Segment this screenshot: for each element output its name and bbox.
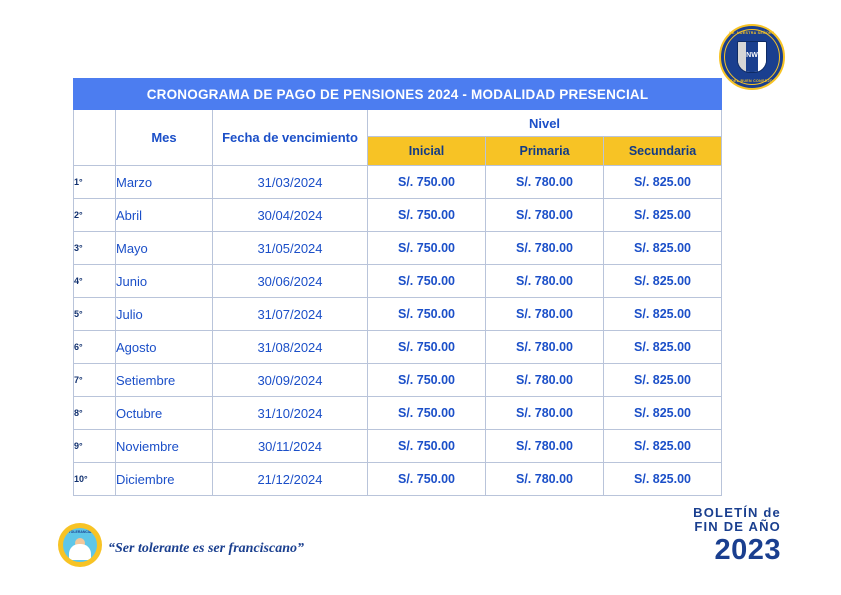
- cell-mes: Marzo: [116, 166, 213, 199]
- boletin-year: 2023: [714, 533, 781, 566]
- crest-shield-letters: NW: [746, 52, 758, 59]
- cell-index: 3°: [74, 232, 116, 265]
- cell-secundaria: S/. 825.00: [604, 232, 722, 265]
- header-fecha-vencimiento: Fecha de vencimiento: [213, 110, 368, 166]
- boletin-line-1: BOLETÍN de: [693, 505, 781, 521]
- cell-secundaria: S/. 825.00: [604, 298, 722, 331]
- cell-inicial: S/. 750.00: [368, 232, 486, 265]
- cell-secundaria: S/. 825.00: [604, 397, 722, 430]
- header-inicial: Inicial: [368, 137, 486, 166]
- cell-inicial: S/. 750.00: [368, 265, 486, 298]
- cell-secundaria: S/. 825.00: [604, 331, 722, 364]
- cell-index: 6°: [74, 331, 116, 364]
- cell-index: 8°: [74, 397, 116, 430]
- table-row: [74, 331, 722, 364]
- cell-index: 2°: [74, 199, 116, 232]
- cell-inicial: S/. 750.00: [368, 166, 486, 199]
- cell-fecha: 30/09/2024: [213, 364, 368, 397]
- cell-fecha: 31/08/2024: [213, 331, 368, 364]
- payment-schedule-table: [73, 78, 722, 496]
- crest-ring: [724, 29, 780, 85]
- boletin-line-2: FIN DE AÑO: [694, 518, 781, 534]
- cell-primaria: S/. 780.00: [486, 298, 604, 331]
- school-crest-icon: [719, 24, 785, 90]
- cell-mes: Mayo: [116, 232, 213, 265]
- child-body-icon: [69, 544, 91, 560]
- header-index: [74, 110, 116, 166]
- cell-mes: Setiembre: [116, 364, 213, 397]
- cell-mes: Octubre: [116, 397, 213, 430]
- payment-schedule-table-wrapper: [73, 78, 721, 496]
- cell-index: 1°: [74, 166, 116, 199]
- cell-primaria: S/. 780.00: [486, 397, 604, 430]
- tolerance-badge-icon: [58, 523, 102, 567]
- document-title: CRONOGRAMA DE PAGO DE PENSIONES 2024 - MODALIDAD PRESENCIAL: [74, 79, 722, 110]
- table-title-row: [74, 79, 722, 110]
- cell-mes: Agosto: [116, 331, 213, 364]
- cell-primaria: S/. 780.00: [486, 430, 604, 463]
- table-row: [74, 265, 722, 298]
- cell-secundaria: S/. 825.00: [604, 430, 722, 463]
- table-header-row-1: [74, 110, 722, 137]
- cell-primaria: S/. 780.00: [486, 463, 604, 496]
- cell-fecha: 31/05/2024: [213, 232, 368, 265]
- cell-inicial: S/. 750.00: [368, 331, 486, 364]
- cell-secundaria: S/. 825.00: [604, 265, 722, 298]
- tolerance-badge-text: TOLERANCIA: [68, 530, 92, 534]
- cell-inicial: S/. 750.00: [368, 430, 486, 463]
- table-row: [74, 364, 722, 397]
- crest-text-top: I.E. NUESTRA SEÑORA: [729, 31, 775, 35]
- table-body: [74, 166, 722, 496]
- cell-index: 9°: [74, 430, 116, 463]
- header-secundaria: Secundaria: [604, 137, 722, 166]
- cell-index: 5°: [74, 298, 116, 331]
- table-row: [74, 199, 722, 232]
- cell-fecha: 31/07/2024: [213, 298, 368, 331]
- cell-inicial: S/. 750.00: [368, 397, 486, 430]
- boletin-block: [693, 506, 781, 565]
- cell-inicial: S/. 750.00: [368, 463, 486, 496]
- cell-fecha: 30/11/2024: [213, 430, 368, 463]
- header-primaria: Primaria: [486, 137, 604, 166]
- cell-fecha: 31/03/2024: [213, 166, 368, 199]
- cell-primaria: S/. 780.00: [486, 364, 604, 397]
- header-nivel: Nivel: [368, 110, 722, 137]
- cell-mes: Noviembre: [116, 430, 213, 463]
- cell-inicial: S/. 750.00: [368, 199, 486, 232]
- footer-slogan: “Ser tolerante es ser franciscano”: [108, 541, 304, 556]
- cell-index: 10°: [74, 463, 116, 496]
- cell-secundaria: S/. 825.00: [604, 463, 722, 496]
- table-row: [74, 166, 722, 199]
- cell-secundaria: S/. 825.00: [604, 166, 722, 199]
- cell-mes: Julio: [116, 298, 213, 331]
- cell-primaria: S/. 780.00: [486, 331, 604, 364]
- header-mes: Mes: [116, 110, 213, 166]
- table-row: [74, 430, 722, 463]
- cell-secundaria: S/. 825.00: [604, 364, 722, 397]
- tolerance-badge-inner: [63, 528, 97, 562]
- table-row: [74, 298, 722, 331]
- cell-fecha: 30/06/2024: [213, 265, 368, 298]
- table-row: [74, 463, 722, 496]
- cell-fecha: 21/12/2024: [213, 463, 368, 496]
- cell-fecha: 30/04/2024: [213, 199, 368, 232]
- table-row: [74, 232, 722, 265]
- cell-mes: Junio: [116, 265, 213, 298]
- cell-fecha: 31/10/2024: [213, 397, 368, 430]
- table-row: [74, 397, 722, 430]
- cell-primaria: S/. 780.00: [486, 166, 604, 199]
- cell-inicial: S/. 750.00: [368, 298, 486, 331]
- crest-text-bottom: DEL BUEN CONSEJO: [731, 79, 773, 83]
- cell-mes: Diciembre: [116, 463, 213, 496]
- cell-primaria: S/. 780.00: [486, 232, 604, 265]
- cell-secundaria: S/. 825.00: [604, 199, 722, 232]
- cell-primaria: S/. 780.00: [486, 199, 604, 232]
- cell-primaria: S/. 780.00: [486, 265, 604, 298]
- cell-inicial: S/. 750.00: [368, 364, 486, 397]
- cell-mes: Abril: [116, 199, 213, 232]
- cell-index: 7°: [74, 364, 116, 397]
- cell-index: 4°: [74, 265, 116, 298]
